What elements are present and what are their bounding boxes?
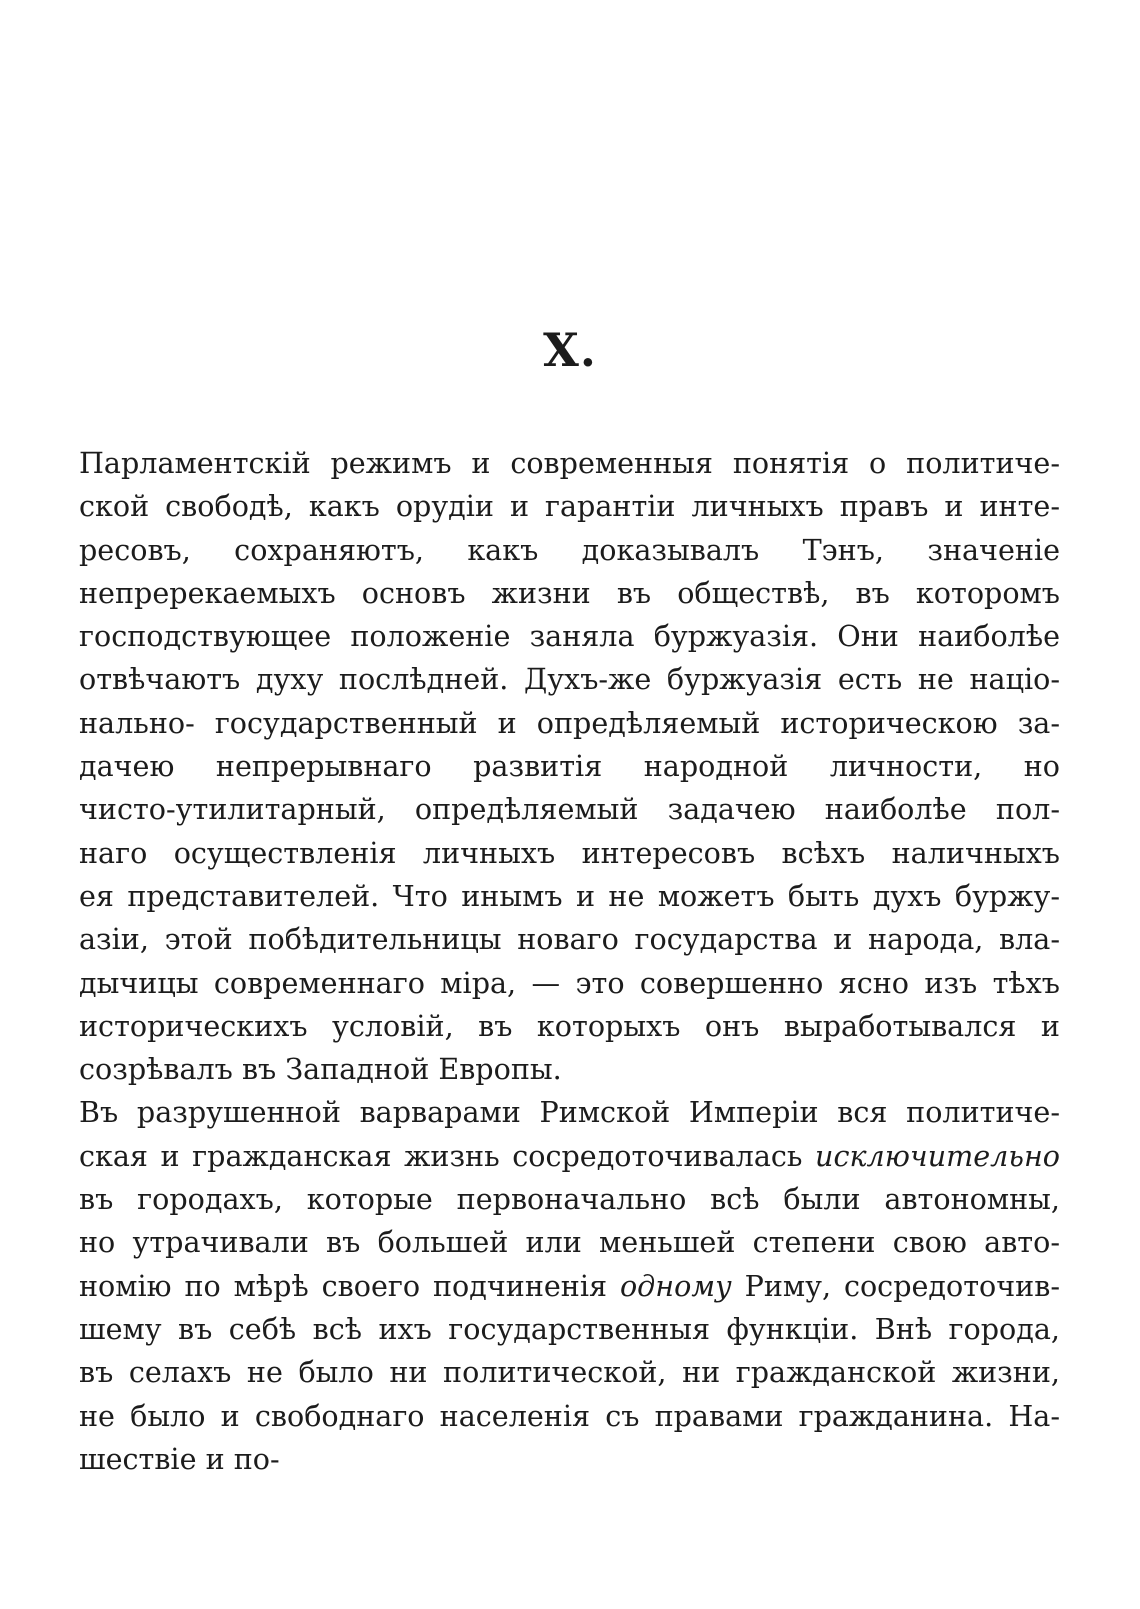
text-line: созрѣвалъ въ Западной Европы. [79, 1052, 562, 1087]
text-line: но утрачивали въ большей или меньшей степени свою авто- [79, 1225, 1060, 1260]
italic-emphasis: исключительно [815, 1138, 1060, 1173]
text-line: господствующее положеніе заняла буржуазія. Они наиболѣе [79, 619, 1060, 654]
text-line: шествіе и по- [79, 1441, 280, 1476]
text-line: дычицы современнаго міра, — это совершенно ясно изъ тѣхъ [79, 965, 1060, 1000]
text-line: отвѣчаютъ духу послѣдней. Духъ-же буржуазія есть не націо- [79, 662, 1060, 697]
text-line: Въ разрушенной варварами Римской Имперіи вся политиче- [79, 1095, 1060, 1130]
text-segment: Риму, сосредоточив- [731, 1268, 1060, 1303]
text-line: ресовъ, сохраняютъ, какъ доказывалъ Тэнъ, значеніе [79, 532, 1060, 567]
text-line [79, 1265, 1060, 1308]
text-line: дачею непрерывнаго развитія народной личности, но [79, 749, 1060, 784]
text-line: не было и свободнаго населенія съ правами гражданина. На- [79, 1398, 1060, 1433]
text-line: историческихъ условій, въ которыхъ онъ выработывался и [79, 1008, 1060, 1043]
text-line: въ селахъ не было ни политической, ни гражданской жизни, [79, 1355, 1060, 1390]
text-line: ской свободѣ, какъ орудіи и гарантіи личныхъ правъ и инте- [79, 489, 1060, 524]
body-text [79, 442, 1060, 1481]
text-line: Парламентскій режимъ и современныя понятія о политиче- [79, 446, 1060, 480]
text-line: шему въ себѣ всѣ ихъ государственныя функціи. Внѣ города, [79, 1311, 1060, 1346]
italic-emphasis: одному [619, 1268, 732, 1303]
paragraph [79, 1091, 1060, 1481]
chapter-title: X. [543, 323, 597, 377]
text-line [79, 1135, 1060, 1178]
text-segment: номію по мѣрѣ своего подчиненія [79, 1268, 620, 1303]
text-line: въ городахъ, которые первоначально всѣ были автономны, [79, 1182, 1060, 1217]
text-line: наго осуществленія личныхъ интересовъ всѣхъ наличныхъ [79, 835, 1060, 870]
text-line: ея представителей. Что инымъ и не можетъ быть духъ буржу- [79, 878, 1060, 913]
text-line: непререкаемыхъ основъ жизни въ обществѣ, въ которомъ [79, 575, 1060, 610]
text-segment: ская и гражданская жизнь сосредоточивалась [79, 1138, 816, 1173]
text-line: азіи, этой побѣдительницы новаго государства и народа, вла- [79, 922, 1060, 957]
paragraph [79, 442, 1060, 1091]
text-line: нально- государственный и опредѣляемый историческою за- [79, 705, 1060, 740]
text-line: чисто-утилитарный, опредѣляемый задачею наиболѣе пол- [79, 792, 1060, 827]
